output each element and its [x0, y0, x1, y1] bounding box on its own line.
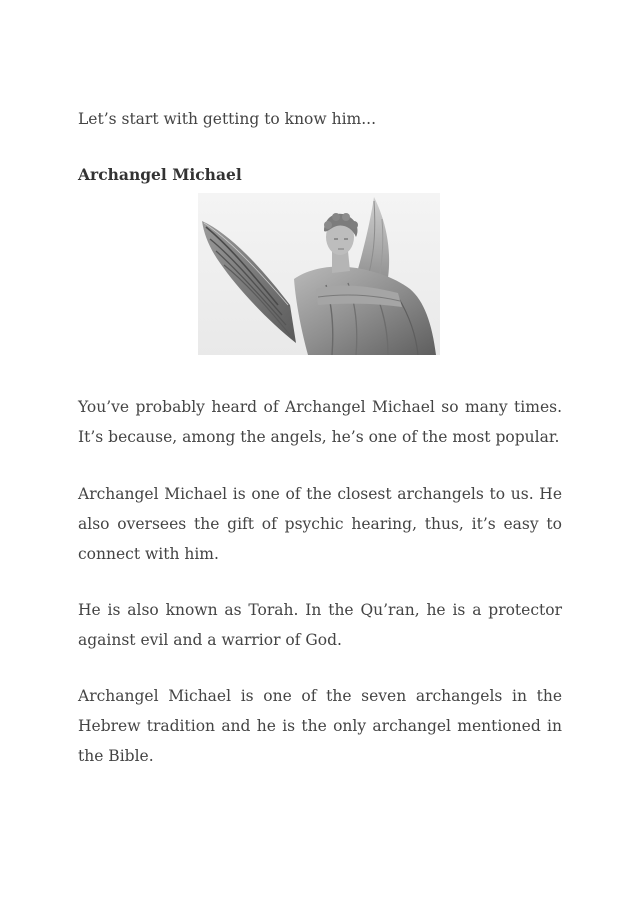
paragraph: You’ve probably heard of Archangel Michael so many times. It’s because, among the angels, he’s one of the most popular.	[78, 398, 562, 446]
angel-statue-image	[198, 193, 440, 355]
angel-statue-illustration	[198, 193, 440, 355]
intro-line: Let’s start with getting to know him...	[78, 110, 377, 128]
paragraph: Archangel Michael is one of the seven archangels in the Hebrew tradition and he is the only archangel mentioned in the Bible.	[78, 687, 562, 765]
paragraph: Archangel Michael is one of the closest archangels to us. He also oversees the gift of psychic hearing, thus, it’s easy to connect with him.	[78, 485, 562, 563]
paragraph: He is also known as Torah. In the Qu’ran, he is a protector against evil and a warrior of God.	[78, 601, 562, 649]
section-heading: Archangel Michael	[78, 165, 242, 184]
